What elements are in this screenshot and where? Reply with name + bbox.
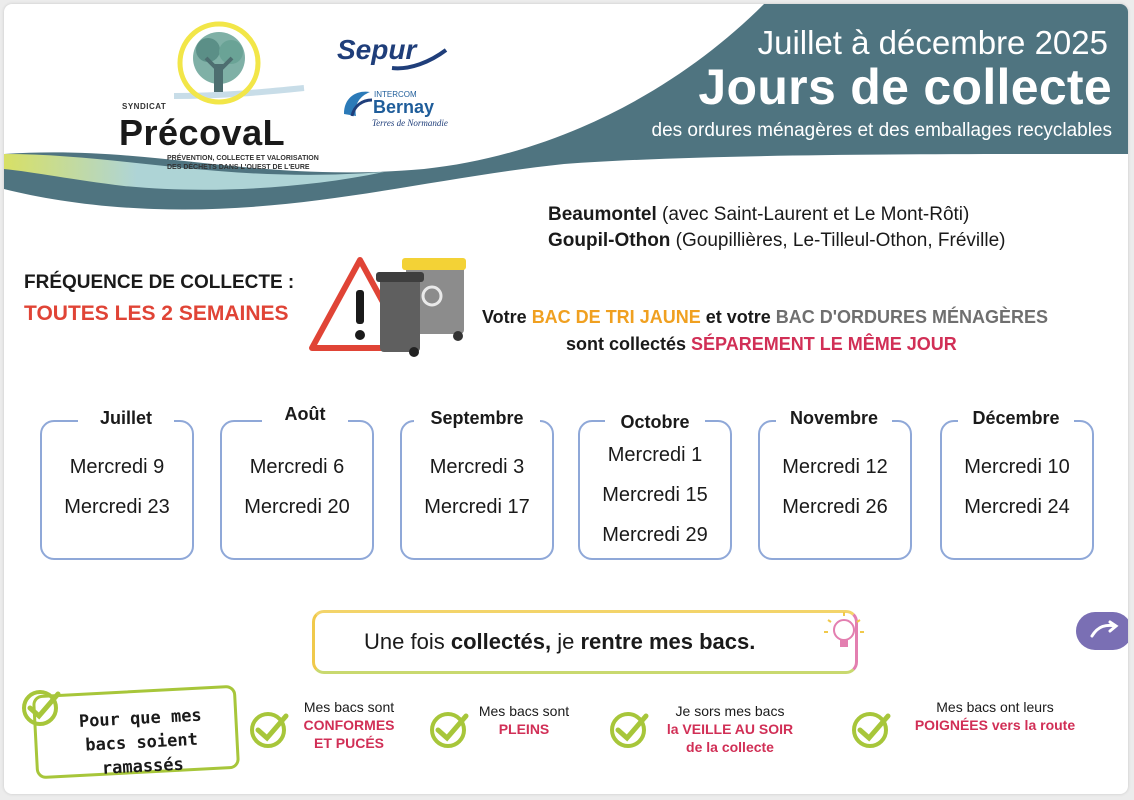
month-title: Septembre [414, 408, 540, 429]
sepur-logo: Sepur [337, 34, 417, 65]
household-waste-bin-icon [380, 278, 420, 352]
condition-text: Mes bacs sont [303, 699, 395, 715]
condition-text: Mes bacs sont [478, 703, 570, 719]
page-title: Jours de collecte [698, 59, 1112, 115]
collection-date: Mercredi 26 [782, 496, 888, 518]
separate-same-day-label: SÉPAREMENT LE MÊME JOUR [691, 334, 957, 354]
collection-date: Mercredi 3 [429, 456, 525, 478]
collection-flyer [4, 4, 1128, 794]
intercom-bernay-icon [340, 86, 374, 120]
arrow-right-icon [1076, 612, 1128, 650]
condition-poignees [890, 698, 1100, 734]
bins-notice-line-1 [482, 307, 1048, 328]
month-title: Décembre [958, 408, 1074, 429]
next-page-button[interactable] [1076, 612, 1128, 650]
badge-line-2: bacs soient ramassés [84, 729, 199, 779]
month-title: Octobre [605, 412, 705, 433]
month-box-septembre [400, 420, 554, 560]
condition-veille [650, 702, 810, 756]
check-icon [20, 688, 64, 728]
check-icon [850, 710, 894, 750]
commune-line-1 [548, 204, 969, 226]
tagline-line-2: DES DÉCHETS DANS L'OUEST DE L'EURE [167, 164, 310, 171]
condition-highlight: CONFORMES [303, 717, 395, 733]
reminder-text [364, 629, 755, 655]
precoval-wordmark: PrécovaL [119, 112, 286, 153]
notice-text: Votre [482, 307, 532, 327]
month-box-novembre [758, 420, 912, 560]
commune-name: Beaumontel [548, 204, 657, 225]
condition-text: Mes bacs ont leurs [936, 699, 1054, 715]
condition-text: Je sors mes bacs [675, 703, 785, 719]
syndicat-label: SYNDICAT [122, 102, 167, 111]
lightbulb-icon [820, 610, 864, 654]
month-box-decembre [940, 420, 1094, 560]
collection-date: Mercredi 20 [244, 496, 350, 518]
month-box-juillet [40, 420, 194, 560]
condition-highlight: PLEINS [498, 721, 550, 737]
reminder-bold: rentre mes bacs. [580, 629, 756, 654]
check-icon [608, 710, 652, 750]
commune-name: Goupil-Othon [548, 230, 671, 251]
bins-notice-line-2 [566, 334, 957, 355]
collection-date: Mercredi 17 [424, 496, 530, 518]
collection-date: Mercredi 24 [964, 496, 1070, 518]
period-heading: Juillet à décembre 2025 [757, 24, 1108, 61]
condition-highlight: la VEILLE AU SOIR [666, 721, 794, 737]
household-bin-label: BAC D'ORDURES MÉNAGÈRES [775, 307, 1049, 327]
collection-date: Mercredi 1 [607, 444, 703, 466]
condition-conformes [284, 698, 414, 752]
collection-date: Mercredi 9 [69, 456, 165, 478]
tagline-line-1: PRÉVENTION, COLLECTE ET VALORISATION [167, 155, 319, 162]
commune-detail: (Goupillières, Le-Tilleul-Othon, Fréville) [670, 230, 1006, 251]
collection-date: Mercredi 29 [602, 524, 708, 546]
bernay-label: Bernay [373, 97, 435, 117]
reminder-part: je [551, 629, 581, 654]
condition-highlight: de la collecte [686, 739, 774, 755]
month-title: Juillet [78, 408, 174, 429]
condition-highlight: ET PUCÉS [313, 735, 384, 751]
yellow-bin-label: BAC DE TRI JAUNE [531, 307, 701, 327]
collection-date: Mercredi 23 [64, 496, 170, 518]
condition-pleins [464, 702, 584, 738]
precoval-tree-logo [176, 20, 262, 106]
frequency-label: FRÉQUENCE DE COLLECTE : [24, 272, 295, 293]
collection-date: Mercredi 6 [249, 456, 345, 478]
collection-date: Mercredi 12 [782, 456, 888, 478]
commune-detail: (avec Saint-Laurent et Le Mont-Rôti) [656, 204, 970, 225]
collection-date: Mercredi 15 [602, 484, 708, 506]
sepur-swoosh-icon [390, 48, 450, 72]
month-box-aout [220, 420, 374, 560]
frequency-value: TOUTES LES 2 SEMAINES [24, 302, 289, 325]
month-title: Novembre [776, 408, 892, 429]
reminder-bold: collectés, [450, 629, 552, 654]
intercom-label: INTERCOM [374, 90, 417, 99]
notice-text: et votre [700, 307, 776, 327]
notice-text: sont collectés [566, 334, 692, 354]
month-title: Août [262, 404, 348, 425]
condition-highlight: POIGNÉES vers la route [914, 717, 1076, 733]
warning-bins-illustration [304, 252, 474, 358]
commune-line-2 [548, 230, 1005, 252]
terres-label: Terres de Normandie [372, 118, 448, 128]
badge-line-1: Pour que mes [78, 705, 203, 732]
reminder-part: Une fois [364, 629, 451, 654]
collection-date: Mercredi 10 [964, 456, 1070, 478]
page-subtitle: des ordures ménagères et des emballages recyclables [651, 120, 1112, 141]
precoval-tagline [167, 154, 327, 172]
